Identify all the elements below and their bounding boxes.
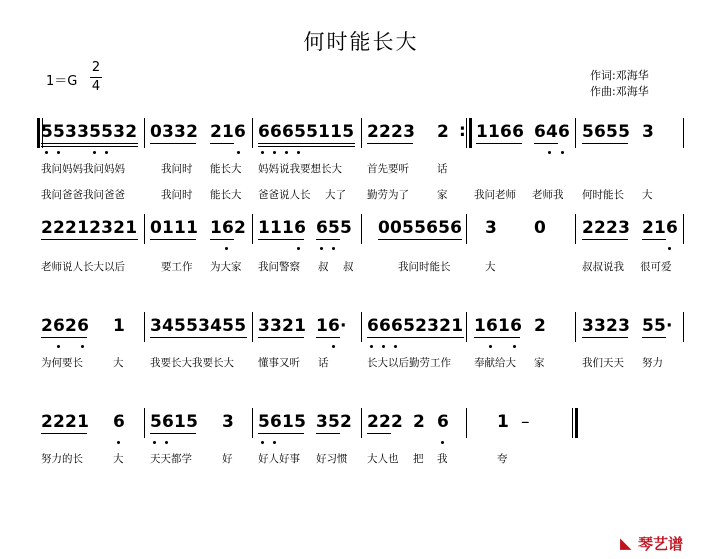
lyric: 首先要听 — [367, 163, 409, 175]
rhythm-underline — [642, 239, 666, 240]
measure-notes: 5655 — [582, 122, 631, 142]
rhythm-underline — [150, 143, 196, 144]
octave-dot — [441, 441, 444, 444]
lyric: 很可爱 — [640, 261, 672, 273]
lyric: 叔叔说我 — [582, 261, 624, 273]
measure-notes: 22212321 — [41, 218, 138, 238]
rhythm-underline — [150, 239, 196, 240]
measure-notes: 6 — [113, 412, 126, 432]
lyric: 我问时 — [161, 189, 193, 201]
lyric: 为何要长 — [41, 357, 83, 369]
measure-notes: 3 — [222, 412, 235, 432]
lyric: 大 — [113, 357, 124, 369]
octave-dot — [285, 151, 288, 154]
barline — [683, 312, 684, 342]
measure-notes: 0111 — [150, 218, 199, 238]
composer-credit: 作曲:邓海华 — [590, 85, 649, 98]
measure-notes: – — [521, 412, 530, 432]
octave-dot — [273, 151, 276, 154]
rhythm-underline — [258, 433, 304, 434]
barline — [466, 214, 467, 244]
measure-notes: 6 — [437, 412, 450, 432]
rhythm-underline — [41, 433, 87, 434]
rhythm-underline — [367, 337, 464, 338]
lyric: 努力的长 — [41, 453, 83, 465]
barline — [466, 118, 467, 148]
octave-dot — [153, 441, 156, 444]
lyric: 能长大 — [210, 163, 242, 175]
octave-dot — [237, 151, 240, 154]
measure-notes: 16· — [316, 316, 347, 336]
rhythm-underline — [41, 143, 138, 144]
rhythm-underline — [367, 433, 391, 434]
measure-notes: 1 — [497, 412, 510, 432]
rhythm-underline — [316, 433, 340, 434]
octave-dot — [57, 345, 60, 348]
barline — [144, 408, 145, 438]
rhythm-underline — [582, 239, 628, 240]
start-barline — [37, 118, 40, 148]
measure-notes: 55335532 — [41, 122, 138, 142]
octave-dot — [561, 151, 564, 154]
rhythm-underline — [474, 337, 520, 338]
octave-dot — [548, 151, 551, 154]
measure-notes: 66652321 — [367, 316, 464, 336]
barline — [361, 312, 362, 342]
measure-notes: 2223 — [367, 122, 416, 142]
measure-notes: 3 — [485, 218, 498, 238]
lyric: 老师说人长大以后 — [41, 261, 125, 273]
octave-dot — [489, 345, 492, 348]
barline — [683, 118, 684, 148]
measure-notes: 2 — [437, 122, 450, 142]
rhythm-underline — [258, 143, 355, 144]
rhythm-underline — [476, 143, 522, 144]
lyric: 我问警察 — [258, 261, 300, 273]
measure-notes: 3 — [642, 122, 655, 142]
rhythm-underline — [378, 239, 462, 240]
octave-dot — [261, 441, 264, 444]
measure-notes: 2626 — [41, 316, 90, 336]
lyric: 家 — [437, 189, 448, 201]
octave-dot — [332, 345, 335, 348]
lyric: 好 — [222, 453, 233, 465]
measure-notes: 222 — [367, 412, 404, 432]
measure-notes: 3323 — [582, 316, 631, 336]
lyric: 叔 — [343, 261, 354, 273]
measure-notes: 0332 — [150, 122, 199, 142]
barline — [361, 408, 362, 438]
measure-notes: 1616 — [474, 316, 523, 336]
lyric: 天天都学 — [150, 453, 192, 465]
measure-notes: 2 — [534, 316, 547, 336]
octave-dot — [297, 247, 300, 250]
rhythm-underline — [210, 239, 234, 240]
lyric: 我问老师 — [474, 189, 516, 201]
lyric: 爸爸说人长 — [258, 189, 311, 201]
rhythm-underline — [316, 337, 340, 338]
lyric: 家 — [534, 357, 545, 369]
lyric: 何时能长 — [582, 189, 624, 201]
lyric: 大 — [642, 189, 653, 201]
measure-notes: 216 — [210, 122, 247, 142]
lyric: 我们天天 — [582, 357, 624, 369]
measure-notes: 5615 — [150, 412, 199, 432]
lyric: 要工作 — [161, 261, 193, 273]
lyric: 大人也 — [367, 453, 399, 465]
rhythm-underline — [258, 337, 304, 338]
rhythm-underline — [582, 143, 628, 144]
octave-dot — [370, 345, 373, 348]
rhythm-underline — [642, 337, 666, 338]
barline — [575, 214, 576, 244]
octave-dot — [165, 441, 168, 444]
measure-notes: 3321 — [258, 316, 307, 336]
lyric: 为大家 — [210, 261, 242, 273]
lyric: 我问妈妈我问妈妈 — [41, 163, 125, 175]
octave-dot — [57, 151, 60, 154]
lyric: 能长大 — [210, 189, 242, 201]
barline — [144, 214, 145, 244]
measure-notes: 1 — [113, 316, 126, 336]
lyric: 大了 — [325, 189, 346, 201]
lyric: 好习惯 — [316, 453, 348, 465]
lyric: 大 — [113, 453, 124, 465]
lyric: 把 — [413, 453, 424, 465]
measure-notes: 646 — [534, 122, 571, 142]
lyric: 大 — [485, 261, 496, 273]
lyric: 长大以后勤劳工作 — [367, 357, 451, 369]
logo-icon: ◣ — [620, 534, 632, 552]
rhythm-underline — [41, 239, 138, 240]
lyric: 我问时能长 — [398, 261, 451, 273]
octave-dot — [273, 441, 276, 444]
song-title: 何时能长大 — [303, 30, 419, 54]
measure-notes: 352 — [316, 412, 353, 432]
time-signature-top: 2 — [91, 60, 101, 75]
octave-dot — [225, 247, 228, 250]
barline — [361, 214, 362, 244]
rhythm-underline — [150, 337, 247, 338]
lyric: 勤劳为了 — [367, 189, 409, 201]
barline — [466, 312, 467, 342]
octave-dot — [117, 441, 120, 444]
measure-notes: 1116 — [258, 218, 307, 238]
measure-notes: 1166 — [476, 122, 525, 142]
lyric: 叔 — [318, 261, 329, 273]
measure-notes: 66655115 — [258, 122, 355, 142]
measure-notes: 162 — [210, 218, 247, 238]
octave-dot — [332, 247, 335, 250]
octave-dot — [513, 345, 516, 348]
lyric: 好人好事 — [258, 453, 300, 465]
lyric: 夸 — [497, 453, 508, 465]
octave-dot — [320, 247, 323, 250]
barline — [683, 214, 684, 244]
repeat-barline — [469, 118, 472, 148]
barline — [575, 312, 576, 342]
lyric: 老师我 — [532, 189, 564, 201]
octave-dot — [93, 151, 96, 154]
repeat-dots: : — [459, 121, 466, 141]
octave-dot — [45, 151, 48, 154]
measure-notes: 2223 — [582, 218, 631, 238]
rhythm-underline — [367, 143, 413, 144]
lyric: 我问时 — [161, 163, 193, 175]
rhythm-underline — [210, 143, 234, 144]
octave-dot — [105, 151, 108, 154]
lyric: 妈妈说我要想长大 — [258, 163, 342, 175]
lyric: 我 — [437, 453, 448, 465]
key-signature: 1＝G — [46, 74, 78, 89]
lyric: 我要长大我要长大 — [150, 357, 234, 369]
measure-notes: 0055656 — [378, 218, 463, 238]
measure-notes: 5615 — [258, 412, 307, 432]
barline — [572, 408, 573, 438]
octave-dot — [394, 345, 397, 348]
barline — [144, 118, 145, 148]
octave-dot — [81, 345, 84, 348]
measure-notes: 655 — [316, 218, 353, 238]
rhythm-underline — [316, 239, 340, 240]
lyric: 我问爸爸我问爸爸 — [41, 189, 125, 201]
lyric: 努力 — [642, 357, 663, 369]
measure-notes: 216 — [642, 218, 679, 238]
measure-notes: 34553455 — [150, 316, 247, 336]
measure-notes: 2 — [413, 412, 426, 432]
rhythm-underline — [258, 239, 304, 240]
lyric: 奉献给大 — [474, 357, 516, 369]
barline — [575, 118, 576, 148]
rhythm-underline — [258, 146, 355, 147]
time-signature-bottom: 4 — [91, 79, 101, 94]
barline — [252, 408, 253, 438]
lyric: 话 — [437, 163, 448, 175]
barline — [252, 214, 253, 244]
octave-dot — [261, 151, 264, 154]
final-barline — [575, 408, 578, 438]
measure-notes: 55· — [642, 316, 673, 336]
lyric: 懂事又听 — [258, 357, 300, 369]
measure-notes: 2221 — [41, 412, 90, 432]
rhythm-underline — [150, 433, 196, 434]
barline — [252, 312, 253, 342]
barline — [361, 118, 362, 148]
measure-notes: 0 — [534, 218, 547, 238]
barline — [144, 312, 145, 342]
rhythm-underline — [582, 337, 628, 338]
lyric: 话 — [318, 357, 329, 369]
octave-dot — [382, 345, 385, 348]
octave-dot — [668, 247, 671, 250]
site-watermark: 琴艺谱 — [638, 535, 684, 553]
rhythm-underline — [41, 337, 87, 338]
octave-dot — [297, 151, 300, 154]
barline — [466, 408, 467, 438]
barline — [252, 118, 253, 148]
lyricist-credit: 作词:邓海华 — [590, 69, 649, 82]
rhythm-underline — [534, 143, 558, 144]
rhythm-underline — [41, 146, 138, 147]
